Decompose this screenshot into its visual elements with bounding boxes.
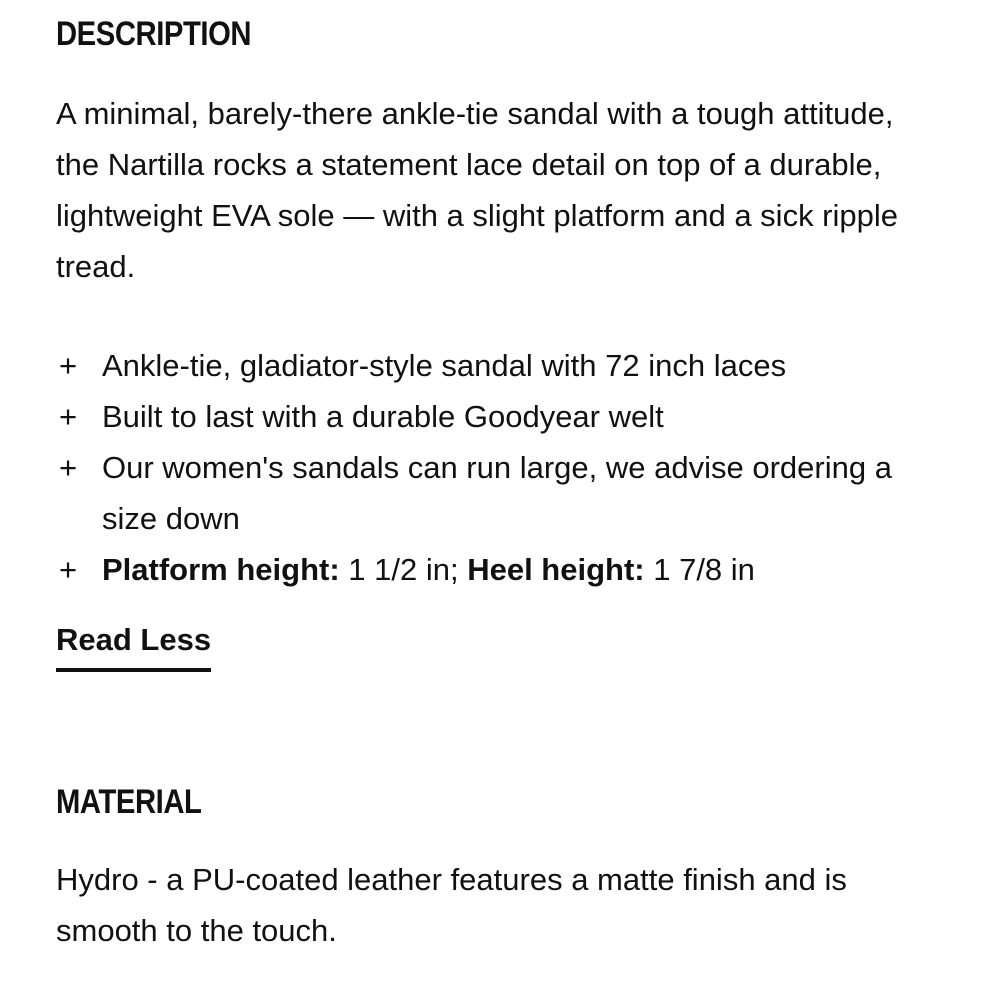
read-less-link[interactable]: Read Less <box>56 618 211 672</box>
description-body: A minimal, barely-there ankle-tie sandal with a tough attitude, the Nartilla rocks a statement lace detail on top of a durable, lightweight EVA sole — with a slight platform and a sick ripple tread. <box>56 96 898 284</box>
description-heading: DESCRIPTION <box>56 15 252 53</box>
plus-icon: + <box>58 450 78 485</box>
feature-list <box>56 340 946 595</box>
material-heading: MATERIAL <box>56 783 202 821</box>
list-item <box>56 391 946 442</box>
plus-icon: + <box>58 348 78 383</box>
list-item <box>56 340 946 391</box>
feature-text: Built to last with a durable Goodyear welt <box>102 399 664 434</box>
plus-icon: + <box>58 552 78 587</box>
platform-height-label: Platform height: <box>102 552 340 587</box>
list-item-specs <box>56 544 946 595</box>
platform-height-value: 1 1/2 in; <box>339 552 468 587</box>
feature-text: Ankle-tie, gladiator-style sandal with 72 inch laces <box>102 348 787 383</box>
heel-height-value: 1 7/8 in <box>644 552 755 587</box>
material-body: Hydro - a PU-coated leather features a matte finish and is smooth to the touch. <box>56 862 847 948</box>
feature-text: Our women's sandals can run large, we advise ordering a size down <box>102 450 892 536</box>
list-item <box>56 442 946 544</box>
heel-height-label: Heel height: <box>467 552 645 587</box>
plus-icon: + <box>58 399 78 434</box>
